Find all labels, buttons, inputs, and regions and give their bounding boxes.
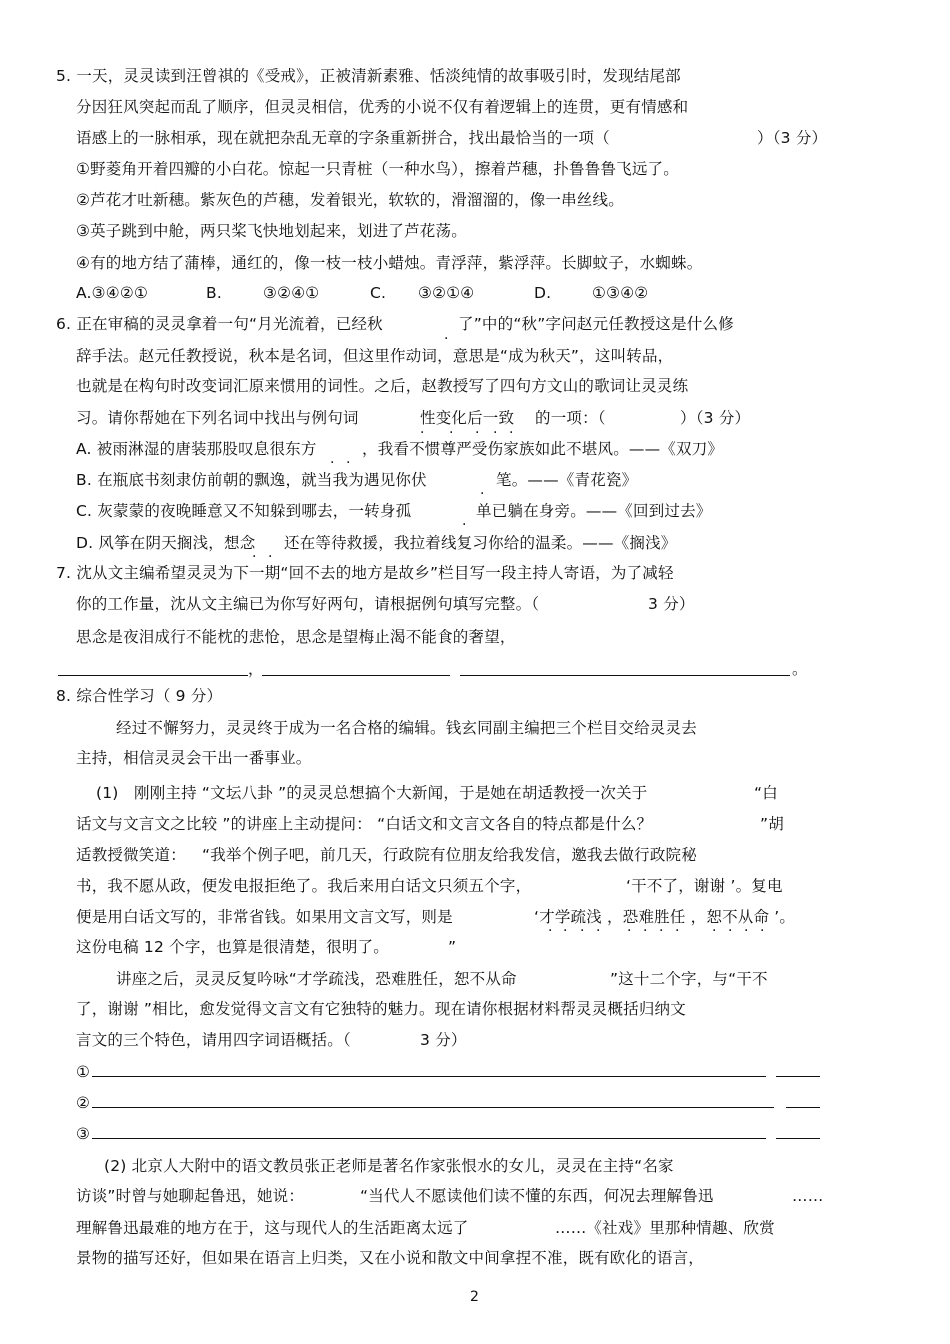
q8-sub-1-line-3a: 适教授微笑道：	[76, 846, 186, 864]
q5-sentence-2: ②芦花才吐新穗。紫灰色的芦穗，发着银光，软软的，滑溜溜的，像一串丝线。	[76, 191, 624, 209]
q8-sub-1-line-8: 了，谢谢 ”相比，愈发觉得文言文有它独特的魅力。现在请你根据材料帮灵灵概括归纳文	[76, 1000, 686, 1018]
q8-sub-1-line-1: 刚刚主持 “文坛八卦 ”的灵灵总想搞个大新闻，于是她在胡适教授一次关于	[134, 784, 648, 802]
q8-sub-2-line-2c: ……	[792, 1187, 824, 1205]
q6-option-b: B. 在瓶底书刻隶仿前朝的飘逸，就当我为遇见你伏	[76, 471, 427, 489]
q6-option-d-cont: 还在等待救援，我拉着线复习你给的温柔。——《搁浅》	[284, 534, 677, 552]
emphasis-dot: ·	[493, 425, 498, 441]
q7-line-2: 你的工作量，沈从文主编已为你写好两句，请根据例句填写完整。（	[76, 595, 540, 613]
q8-title: 8. 综合性学习（ 9 分）	[56, 687, 223, 705]
q5-option-b-label: B.	[206, 284, 222, 302]
q5-option-c: ③②①④	[418, 284, 475, 302]
emphasis-dot: ·	[252, 549, 257, 565]
emphasis-dot: ·	[760, 923, 765, 939]
emphasis-dot: ·	[420, 425, 425, 441]
q8-sub-1-line-6b: ”	[448, 938, 457, 956]
q6-line-1b: 了”中的“秋”字问赵元任教授这是什么修	[458, 315, 734, 333]
emphasis-dot: ·	[580, 923, 585, 939]
q7-period: 。	[792, 660, 808, 678]
emphasis-dot: ·	[330, 455, 335, 471]
q5-score: ）（3 分）	[757, 129, 828, 147]
emphasis-dot: ·	[675, 923, 680, 939]
q6-line-2: 辞手法。赵元任教授说，秋本是名词，但这里作动词，意思是“成为秋天”，这叫转品，	[76, 347, 674, 365]
q8-sub-1-line-5b: ‘才学疏浅 ，恐难胜任 ，恕不从命 ’。	[534, 908, 796, 926]
q8-sub-1-line-4a: 书，我不愿从政，便发电报拒绝了。我后来用白话文只须五个字，	[76, 877, 532, 895]
q8-sub-1-line-5a: 便是用白话文写的，非常省钱。如果用文言文写，则是	[76, 908, 453, 926]
q8-sub-1-line-7b: ”这十二个字，与“干不	[610, 970, 768, 988]
q5-line-2: 分因狂风突起而乱了顺序，但灵灵相信，优秀的小说不仅有着逻辑上的连贯，更有情感和	[76, 98, 689, 116]
q6-score: ）（3 分）	[680, 409, 751, 427]
q6-option-d: D. 风筝在阴天搁浅，想念	[76, 534, 256, 552]
q5-option-d-label: D.	[534, 284, 552, 302]
emphasis-dot: ·	[712, 923, 717, 939]
q8-sub-1-line-2: 话文与文言文之比较 ”的讲座上主动提问： “白话文和文言文各自的特点都是什么？	[76, 815, 653, 833]
q8-answer-line-2[interactable]	[92, 1107, 774, 1108]
emphasis-dot: ·	[444, 331, 449, 347]
q8-sub-1-line-6a: 这份电稿 12 个字，也算是很清楚，很明了。	[76, 938, 389, 956]
q8-blank-label-2: ②	[76, 1094, 91, 1112]
q8-sub-2-line-2b: “当代人不愿读他们读不懂的东西，何况去理解鲁迅	[360, 1187, 714, 1205]
q8-sub-1-line-7a: 讲座之后，灵灵反复吟咏“才学疏浅，恐难胜任，恕不从命	[116, 970, 517, 988]
q8-blank-label-3: ③	[76, 1125, 91, 1143]
q8-sub-2-line-2a: 访谈”时曾与她聊起鲁迅，她说：	[76, 1187, 305, 1205]
q6-line-4a: 习。请你帮她在下列名词中找出与例句词	[76, 409, 359, 427]
q5-sentence-4: ④有的地方结了蒲棒，通红的，像一枝一枝小蜡烛。青浮萍，紫浮萍。长脚蚊子，水蜘蛛。	[76, 254, 703, 272]
emphasis-dot: ·	[596, 923, 601, 939]
emphasis-dot: ·	[480, 486, 485, 502]
q5-sentence-1: ①野菱角开着四瓣的小白花。惊起一只青桩（一种水鸟），擦着芦穗，扑鲁鲁鲁飞远了。	[76, 160, 679, 178]
q6-option-a-cont: ，我看不惯尊严受伤家族如此不堪风。——《双刀》	[362, 440, 724, 458]
q7-answer-blank-2[interactable]	[262, 675, 450, 676]
q5-option-b: ③②④①	[263, 284, 320, 302]
emphasis-dot: ·	[659, 923, 664, 939]
q8-sub-2-line-4: 景物的描写还好，但如果在语言上归类，又在小说和散文中间拿捏不准，既有欧化的语言，	[76, 1249, 705, 1267]
q5-option-c-label: C.	[370, 284, 387, 302]
q7-answer-blank-1[interactable]	[58, 675, 248, 676]
q5-sentence-3: ③英子跳到中舱，两只桨飞快地划起来，划进了芦花荡。	[76, 222, 467, 240]
q7-comma: ，	[248, 660, 264, 678]
q7-score: 3 分）	[648, 595, 695, 613]
q6-line-4b: 性变化后一致	[420, 409, 515, 427]
q8-answer-line-2-end[interactable]	[786, 1107, 820, 1108]
q8-para-1: 经过不懈努力，灵灵终于成为一名合格的编辑。钱玄同副主编把三个栏目交给灵灵去	[116, 719, 697, 737]
q6-line-4c: 的一项：（	[535, 409, 606, 427]
emphasis-dot: ·	[643, 923, 648, 939]
emphasis-dot: ·	[268, 549, 273, 565]
emphasis-dot: ·	[475, 425, 480, 441]
q6-line-3: 也就是在构句时改变词汇原来惯用的词性。之后，赵教授写了四句方文山的歌词让灵灵练	[76, 377, 689, 395]
q8-answer-line-1[interactable]	[92, 1076, 766, 1077]
emphasis-dot: ·	[744, 923, 749, 939]
q8-sub-1-line-9a: 言文的三个特色，请用四字词语概括。（	[76, 1031, 351, 1049]
emphasis-dot: ·	[462, 517, 467, 533]
q5-option-a: A.③④②①	[76, 284, 149, 302]
q7-example: 思念是夜泪成行不能枕的悲怆，思念是望梅止渴不能食的奢望，	[76, 628, 516, 646]
q8-sub-2-line-3a: 理解鲁迅最难的地方在于，这与现代人的生活距离太远了	[76, 1219, 469, 1237]
q5-option-d: ①③④②	[592, 284, 649, 302]
emphasis-dot: ·	[728, 923, 733, 939]
q5-line-1: 5. 一天，灵灵读到汪曾祺的《受戒》，正被清新素雅、恬淡纯情的故事吸引时，发现结尾部	[56, 67, 681, 85]
q8-answer-line-3[interactable]	[92, 1138, 766, 1139]
q6-option-c: C. 灰蒙蒙的夜晚睡意又不知躲到哪去，一转身孤	[76, 502, 412, 520]
q8-answer-line-3-end[interactable]	[776, 1138, 820, 1139]
q6-line-1a: 6. 正在审稿的灵灵拿着一句“月光流着，已经秋	[56, 315, 383, 333]
q6-option-c-cont: 单已躺在身旁。——《回到过去》	[476, 502, 712, 520]
q8-answer-line-1-end[interactable]	[776, 1076, 820, 1077]
emphasis-dot: ·	[563, 923, 568, 939]
q7-line-1: 7. 沈从文主编希望灵灵为下一期“回不去的地方是故乡”栏目写一段主持人寄语，为了减轻	[56, 564, 674, 582]
q8-sub-1-line-2-end: ”胡	[760, 815, 784, 833]
q8-sub-1-line-1-end: “白	[754, 784, 778, 802]
q7-answer-blank-3[interactable]	[460, 675, 790, 676]
q6-option-b-cont: 笔。——《青花瓷》	[496, 471, 638, 489]
emphasis-dot: ·	[627, 923, 632, 939]
q8-para-2: 主持，相信灵灵会干出一番事业。	[76, 749, 312, 767]
q6-option-a: A. 被雨淋湿的唐装那股叹息很东方	[76, 440, 317, 458]
q8-sub-1-line-3b: “我举个例子吧，前几天，行政院有位朋友给我发信，邀我去做行政院秘	[202, 846, 697, 864]
q8-sub-1-num: (1)	[96, 784, 119, 802]
emphasis-dot: ·	[509, 425, 514, 441]
emphasis-dot: ·	[346, 455, 351, 471]
q8-sub-2-line-1: (2) 北京人大附中的语文教员张正老师是著名作家张恨水的女儿，灵灵在主持“名家	[104, 1157, 674, 1175]
emphasis-dot: ·	[548, 923, 553, 939]
q8-blank-label-1: ①	[76, 1063, 91, 1081]
emphasis-dot: ·	[449, 425, 454, 441]
q8-sub-2-line-3b: ……《社戏》里那种情趣、欣赏	[555, 1219, 775, 1237]
page-number: 2	[470, 1289, 479, 1305]
q8-sub-1-score: 3 分）	[420, 1031, 467, 1049]
q8-sub-1-line-4b: ‘干不了，谢谢 ’。复电	[626, 877, 783, 895]
q5-line-3: 语感上的一脉相承，现在就把杂乱无章的字条重新拼合，找出最恰当的一项（	[76, 129, 610, 147]
